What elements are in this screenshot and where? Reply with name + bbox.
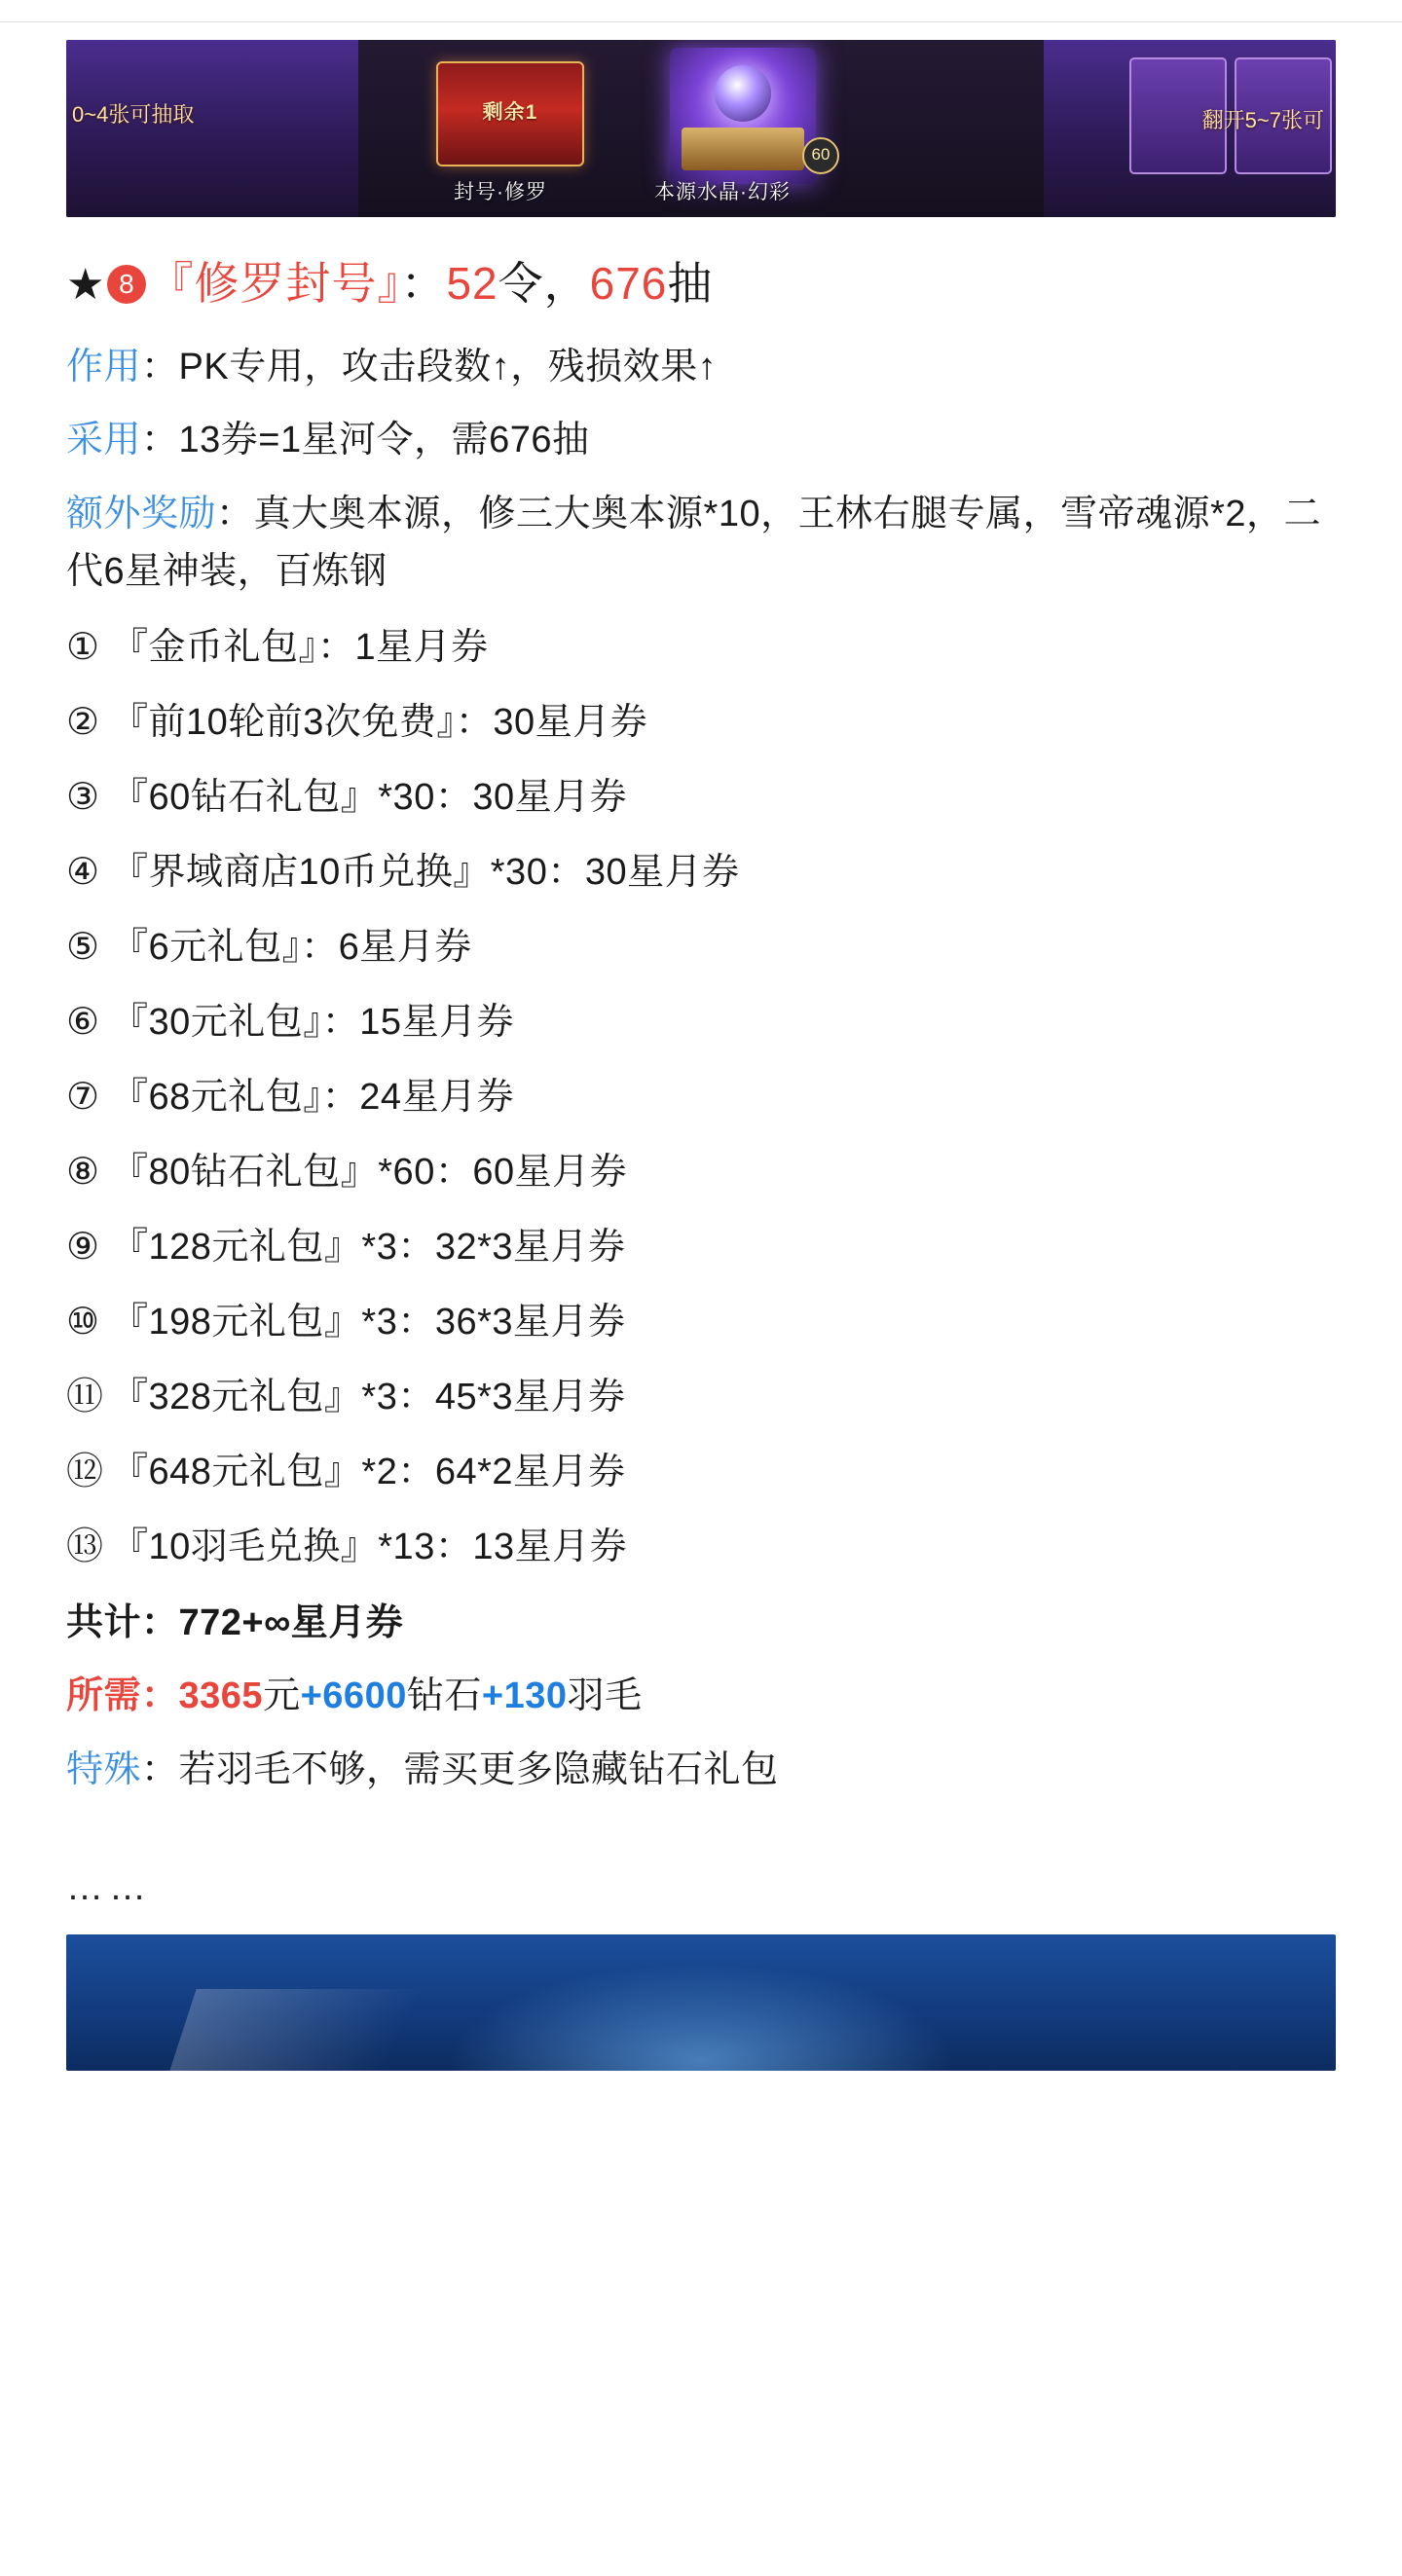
list-item-value: 30星月券 bbox=[493, 702, 648, 744]
list-item-name: 『648元礼包』*2 bbox=[111, 1452, 398, 1493]
list-item-name: 『80钻石礼包』*60 bbox=[111, 1152, 435, 1194]
list-item-value: 64*2星月券 bbox=[434, 1452, 626, 1493]
list-item bbox=[66, 1220, 1336, 1275]
required-label: 所需 bbox=[66, 1675, 142, 1717]
list-item-name: 『金币礼包』 bbox=[111, 627, 318, 669]
info-label-usage: 作用 bbox=[66, 347, 142, 387]
banner-red-card-text: 剩余1 bbox=[482, 101, 538, 124]
list-item-index: ⑧ bbox=[66, 1152, 100, 1194]
list-item bbox=[66, 845, 1336, 901]
info-row-method bbox=[66, 412, 1336, 469]
special-value: 若羽毛不够，需买更多隐藏钻石礼包 bbox=[178, 1748, 779, 1790]
list-item-value: 32*3星月券 bbox=[434, 1227, 626, 1269]
list-item-colon: ： bbox=[321, 1077, 360, 1119]
banner-right-text: 翻开5~7张可 bbox=[1201, 108, 1324, 132]
info-label-method: 采用 bbox=[66, 420, 142, 461]
list-item bbox=[66, 1145, 1336, 1200]
title-colon: ： bbox=[400, 258, 447, 309]
list-item-index: ① bbox=[66, 627, 100, 669]
list-item bbox=[66, 695, 1336, 751]
title-draw-amount: 676 bbox=[589, 258, 668, 309]
required-money-amount: 3365 bbox=[178, 1675, 264, 1717]
star-icon: ★ bbox=[66, 261, 106, 309]
banner-orb-icon bbox=[715, 65, 771, 122]
required-colon: ： bbox=[141, 1675, 179, 1717]
list-item-index: ③ bbox=[66, 777, 100, 819]
list-item-colon: ： bbox=[455, 702, 494, 744]
list-item-index: ④ bbox=[66, 852, 100, 894]
list-item bbox=[66, 1070, 1336, 1125]
banner-red-card bbox=[436, 61, 584, 166]
title-draw-unit: 抽 bbox=[667, 258, 714, 309]
list-item-index: ⑥ bbox=[66, 1002, 100, 1044]
info-value-extra-reward: 真大奥本源，修三大奥本源*10，王林右腿专属，雪帝魂源*2，二代6星神装，百炼钢 bbox=[66, 493, 1322, 592]
list-item bbox=[66, 770, 1336, 826]
list-item bbox=[66, 1370, 1336, 1425]
list-item-colon: ： bbox=[321, 1002, 360, 1044]
list-item-name: 『60钻石礼包』*30 bbox=[111, 777, 435, 819]
list-item-index: ⑫ bbox=[66, 1452, 104, 1493]
required-plus-1: + bbox=[300, 1675, 323, 1717]
list-item-value: 13星月券 bbox=[472, 1527, 628, 1568]
list-item-index: ⑬ bbox=[66, 1527, 104, 1568]
info-value-usage: PK专用，攻击段数↑，残损效果↑ bbox=[178, 347, 718, 387]
banner-left-panel bbox=[66, 40, 358, 217]
list-item-index: ⑦ bbox=[66, 1077, 100, 1119]
list-item-value: 15星月券 bbox=[359, 1002, 515, 1044]
list-item-name: 『6元礼包』 bbox=[111, 927, 302, 969]
list-item-value: 6星月券 bbox=[338, 927, 472, 969]
list-item-index: ⑪ bbox=[66, 1377, 104, 1418]
special-row bbox=[66, 1742, 1336, 1799]
list-item-value: 30星月券 bbox=[584, 852, 740, 894]
list-item-colon: ： bbox=[301, 927, 339, 969]
list-item-colon: ： bbox=[397, 1227, 435, 1269]
banner-level-badge: 60 bbox=[802, 137, 839, 174]
banner-crystal-book-icon bbox=[670, 48, 816, 184]
list-item-value: 1星月券 bbox=[354, 627, 489, 669]
list-item-colon: ： bbox=[434, 777, 473, 819]
list-item-index: ⑤ bbox=[66, 927, 100, 969]
required-diamond-amount: 6600 bbox=[322, 1675, 407, 1717]
list-item-colon: ： bbox=[434, 1527, 473, 1568]
banner-book-base bbox=[682, 128, 804, 170]
title-token-amount: 52 bbox=[446, 258, 498, 309]
list-item-colon: ： bbox=[397, 1452, 435, 1493]
list-item-value: 60星月券 bbox=[472, 1152, 628, 1194]
article-body bbox=[0, 250, 1402, 1909]
title-token-unit: 令 bbox=[498, 258, 544, 309]
info-value-method: 13券=1星河令，需676抽 bbox=[178, 420, 590, 461]
info-colon-extra-reward: ： bbox=[216, 493, 254, 534]
total-label: 共计 bbox=[66, 1602, 142, 1644]
list-item-name: 『界域商店10币兑换』*30 bbox=[111, 852, 548, 894]
list-item-index: ⑨ bbox=[66, 1227, 100, 1269]
list-item-name: 『68元礼包』 bbox=[111, 1077, 322, 1119]
bottom-banner-glow bbox=[448, 1964, 954, 2071]
list-item-colon: ： bbox=[317, 627, 355, 669]
banner-left-text: 0~4张可抽取 bbox=[72, 102, 195, 127]
list-item-colon: ： bbox=[397, 1377, 435, 1418]
total-colon: ： bbox=[141, 1602, 179, 1644]
required-feather-unit: 羽毛 bbox=[567, 1675, 643, 1717]
list-item-name: 『10羽毛兑换』*13 bbox=[111, 1527, 435, 1568]
list-item bbox=[66, 1520, 1336, 1575]
top-divider bbox=[0, 21, 1402, 22]
ellipsis-text: …… bbox=[66, 1866, 152, 1908]
list-item-colon: ： bbox=[434, 1152, 473, 1194]
total-value: 772+∞星月券 bbox=[178, 1602, 404, 1644]
list-item-colon: ： bbox=[397, 1302, 435, 1343]
title-name: 『修罗封号』 bbox=[148, 258, 401, 309]
banner-label-title: 封号·修罗 bbox=[454, 181, 547, 203]
required-feather-amount: 130 bbox=[503, 1675, 568, 1717]
info-colon-method: ： bbox=[141, 420, 179, 461]
bottom-banner-image[interactable] bbox=[66, 1934, 1336, 2071]
list-item bbox=[66, 1295, 1336, 1350]
list-item-value: 36*3星月券 bbox=[434, 1302, 626, 1343]
list-item bbox=[66, 920, 1336, 975]
list-item-name: 『30元礼包』 bbox=[111, 1002, 322, 1044]
list-item bbox=[66, 1445, 1336, 1500]
info-colon-usage: ： bbox=[141, 347, 179, 387]
special-colon: ： bbox=[141, 1748, 179, 1790]
info-row-extra-reward bbox=[66, 486, 1336, 602]
top-banner-image[interactable] bbox=[66, 40, 1336, 217]
list-item-name: 『128元礼包』*3 bbox=[111, 1227, 398, 1269]
required-money-unit: 元 bbox=[263, 1675, 301, 1717]
info-row-usage bbox=[66, 339, 1336, 396]
list-item bbox=[66, 995, 1336, 1050]
list-item-value: 30星月券 bbox=[472, 777, 628, 819]
list-item-value: 45*3星月券 bbox=[434, 1377, 626, 1418]
required-plus-2: + bbox=[481, 1675, 504, 1717]
special-label: 特殊 bbox=[66, 1748, 142, 1790]
list-item-colon: ： bbox=[547, 852, 585, 894]
title-index-badge: 8 bbox=[107, 265, 146, 304]
info-label-extra-reward: 额外奖励 bbox=[66, 493, 217, 534]
total-row bbox=[66, 1595, 1336, 1652]
list-item-name: 『328元礼包』*3 bbox=[111, 1377, 398, 1418]
required-diamond-unit: 钻石 bbox=[406, 1675, 482, 1717]
list-item bbox=[66, 620, 1336, 676]
list-item-index: ⑩ bbox=[66, 1302, 100, 1343]
title-separator: ， bbox=[543, 258, 590, 309]
bottom-banner-highlight bbox=[169, 1989, 507, 2071]
required-row bbox=[66, 1668, 1336, 1725]
list-item-name: 『198元礼包』*3 bbox=[111, 1302, 398, 1343]
list-item-index: ② bbox=[66, 702, 100, 744]
page-title bbox=[66, 250, 1336, 317]
banner-label-crystal: 本源水晶·幻彩 bbox=[654, 181, 791, 203]
document-page bbox=[0, 21, 1402, 2576]
list-item-name: 『前10轮前3次免费』 bbox=[111, 702, 456, 744]
list-item-value: 24星月券 bbox=[359, 1077, 515, 1119]
